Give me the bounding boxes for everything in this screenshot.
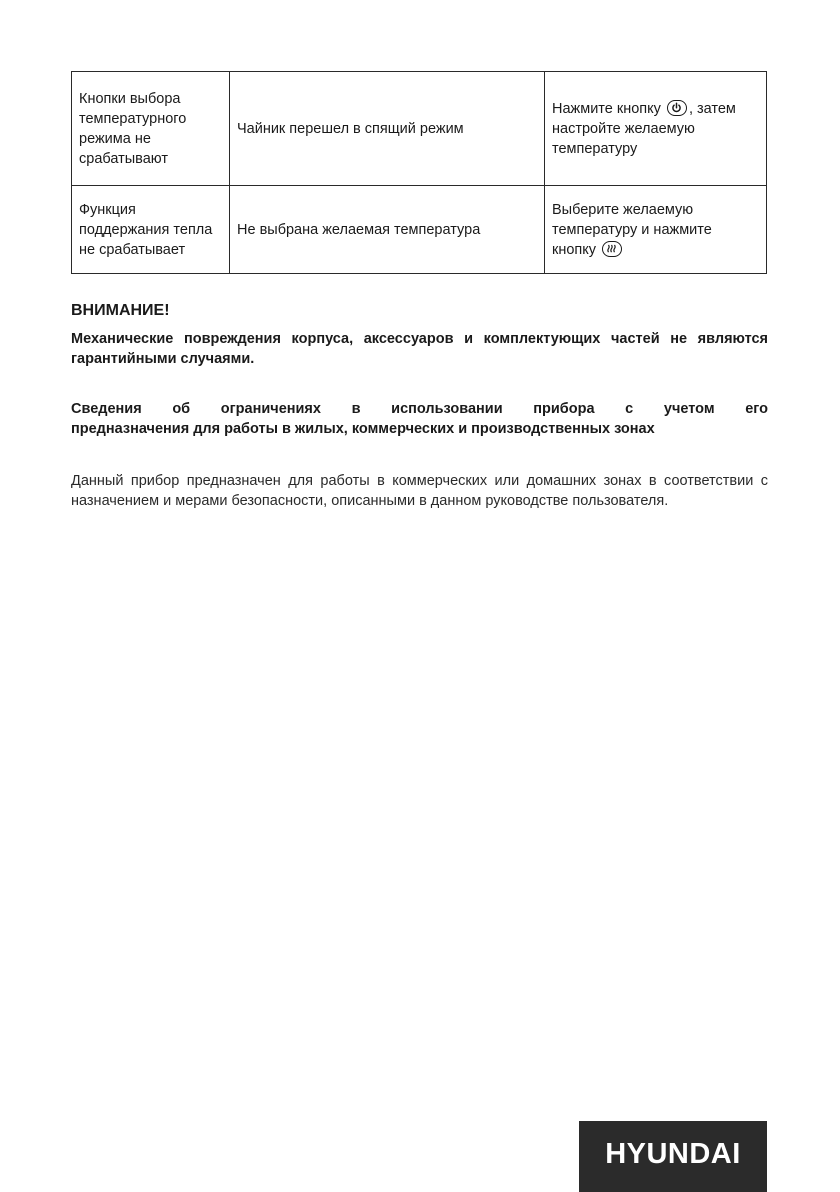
cause-cell: Чайник перешел в спящий режим bbox=[230, 72, 545, 186]
solution-text: Нажмите кнопку bbox=[552, 100, 661, 117]
power-button-icon bbox=[667, 100, 687, 116]
cause-cell: Не выбрана желаемая температура bbox=[230, 186, 545, 274]
brand-logo-text: HYUNDAI bbox=[605, 1138, 741, 1170]
warning-text: Механические повреждения корпуса, аксессуаров и комплектующих частей не являются гарантийными случаями. bbox=[71, 331, 768, 367]
solution-cell bbox=[545, 186, 767, 274]
keep-warm-button-icon bbox=[602, 241, 622, 257]
problem-cell: Функция поддержания тепла не срабатывает bbox=[72, 186, 230, 274]
solution-text-end: , затем настройте желаемую температуру bbox=[552, 100, 736, 157]
restrictions-title bbox=[71, 399, 768, 439]
troubleshooting-table bbox=[71, 71, 767, 274]
restrictions-title-line-1: Сведения об ограничениях в использовании прибора с учетом его bbox=[71, 401, 768, 417]
table-row bbox=[72, 186, 767, 274]
brand-logo bbox=[579, 1121, 767, 1192]
solution-text: Выберите желаемую температуру и нажмите кнопку bbox=[552, 201, 712, 258]
restrictions-title-line-2: предназначения для работы в жилых, коммерческих и производственных зонах bbox=[71, 421, 655, 437]
table-row bbox=[72, 72, 767, 186]
usage-paragraph: Данный прибор предназначен для работы в коммерческих или домашних зонах в соответствии с назначением и мерами безопасности, описанными в данном руководстве пользователя. bbox=[71, 473, 768, 509]
warning-heading: ВНИМАНИЕ! bbox=[71, 302, 170, 319]
solution-cell bbox=[545, 72, 767, 186]
problem-cell: Кнопки выбора температурного режима не срабатывают bbox=[72, 72, 230, 186]
